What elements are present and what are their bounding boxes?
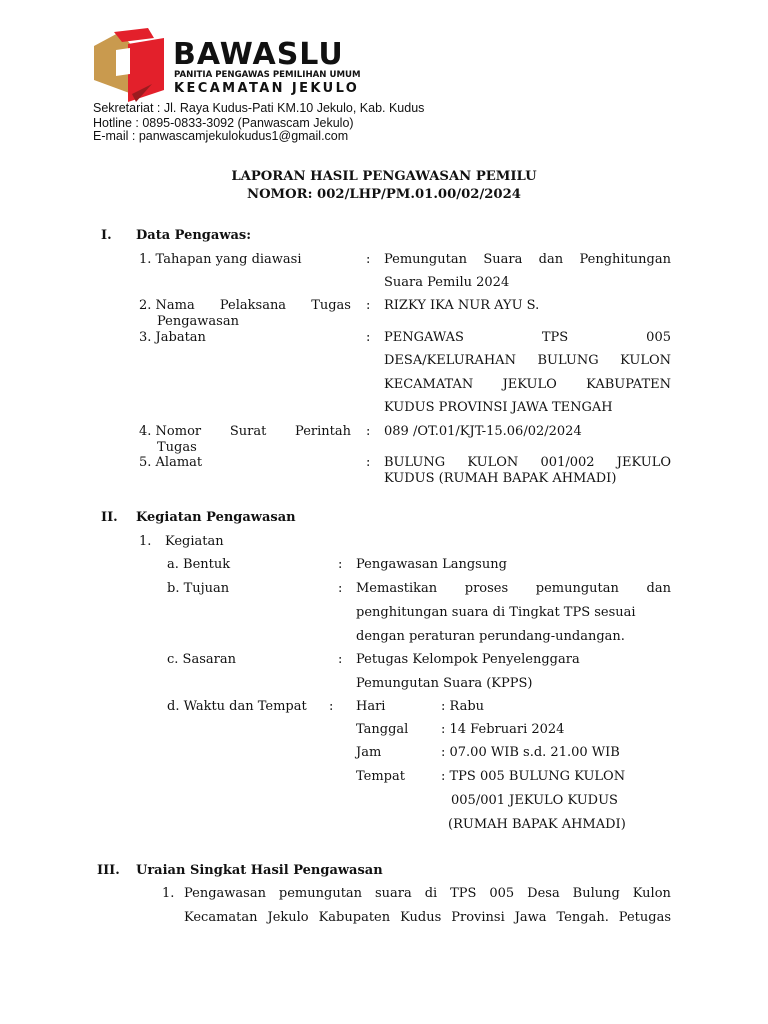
value-word: Memastikan (356, 581, 438, 596)
section-3-heading: Uraian Singkat Hasil Pengawasan (136, 863, 383, 878)
value-word: PENGAWAS (384, 330, 464, 345)
item-5-label: 5. Alamat (139, 455, 203, 470)
item-5-value-line: KUDUS (RUMAH BAPAK AHMADI) (384, 471, 617, 486)
item-3-colon: : (366, 330, 371, 345)
activity-c-colon: : (338, 652, 343, 667)
item-5-value-line (384, 456, 671, 469)
summary-line (184, 911, 671, 924)
item-5-colon: : (366, 455, 371, 470)
summary-word: Kudus (400, 910, 442, 925)
value-word: dan (646, 581, 671, 596)
summary-word: Pengawasan (184, 886, 266, 901)
activity-b-label: b. Tujuan (167, 581, 230, 596)
report-title: LAPORAN HASIL PENGAWASAN PEMILU (231, 169, 537, 184)
schedule-place-cont: (RUMAH BAPAK AHMADI) (448, 817, 626, 832)
hotline-line: Hotline : 0895-0833-3092 (Panwascam Jekulo) (93, 116, 354, 130)
email-line: E-mail : panwascamjekulokudus1@gmail.com (93, 129, 349, 143)
label-word: Perintah (295, 424, 351, 439)
value-word: TPS (541, 330, 569, 345)
item-1-label: 1. Tahapan yang diawasi (139, 252, 302, 267)
summary-word: pemungutan (278, 886, 363, 901)
bawaslu-logo (92, 28, 168, 106)
label-word: Tugas (311, 298, 351, 313)
section-2-number: II. (101, 510, 118, 525)
value-word: BULUNG (537, 353, 599, 368)
item-3-value-line: KUDUS PROVINSI JAWA TENGAH (384, 400, 613, 415)
item-2-value: RIZKY IKA NUR AYU S. (384, 298, 540, 313)
activity-d-label: d. Waktu dan Tempat (167, 699, 307, 714)
value-word: pemungutan (535, 581, 619, 596)
value-word: DESA/KELURAHAN (384, 353, 516, 368)
label-word: Surat (229, 424, 267, 439)
activity-c-label: c. Sasaran (167, 652, 236, 667)
item-3-label: 3. Jabatan (139, 330, 206, 345)
summary-word: TPS (450, 886, 477, 901)
value-word: 001/002 (540, 455, 595, 470)
value-word: JEKULO (616, 455, 671, 470)
schedule-time-key: Jam (356, 745, 382, 760)
schedule-place-value: : TPS 005 BULUNG KULON (441, 769, 626, 784)
summary-word: Kulon (632, 886, 671, 901)
value-word: JEKULO (502, 377, 557, 392)
item-1-value-line: Pemungutan Suara dan Penghitungan (384, 252, 671, 267)
summary-word: Jawa (514, 910, 547, 925)
schedule-day-value: : Rabu (441, 699, 485, 714)
summary-item-number: 1. (162, 886, 175, 901)
summary-word: Kecamatan (184, 910, 258, 925)
value-word: KABUPATEN (586, 377, 671, 392)
schedule-place-key: Tempat (356, 769, 405, 784)
summary-word: Petugas (618, 910, 671, 925)
summary-word: 005 (489, 886, 515, 901)
section-1-number: I. (101, 228, 112, 243)
activity-d-colon: : (329, 699, 334, 714)
summary-word: Jekulo (267, 910, 309, 925)
summary-word: Bulung (572, 886, 620, 901)
summary-word: Kabupaten (318, 910, 391, 925)
item-1-colon: : (366, 252, 371, 267)
item-4-label-cont: Tugas (157, 440, 197, 455)
item-2-label-cont: Pengawasan (157, 314, 239, 329)
activity-number: 1. (139, 534, 152, 549)
org-name: BAWASLU (173, 37, 344, 72)
activity-a-label: a. Bentuk (167, 557, 231, 572)
label-word: 2. Nama (139, 298, 195, 313)
schedule-time-value: : 07.00 WIB s.d. 21.00 WIB (441, 745, 620, 760)
item-3-value-line (384, 331, 671, 344)
summary-word: Tengah. (556, 910, 609, 925)
activity-b-value-line (356, 582, 671, 595)
section-3-number: III. (97, 863, 120, 878)
report-number: NOMOR: 002/LHP/PM.01.00/02/2024 (247, 187, 521, 202)
section-1-heading: Data Pengawas: (136, 228, 252, 243)
summary-word: Desa (527, 886, 560, 901)
activity-b-value-line: penghitungan suara di Tingkat TPS sesuai (356, 605, 636, 620)
item-1-value-line: Suara Pemilu 2024 (384, 275, 510, 290)
summary-word: di (424, 886, 438, 901)
activity-a-colon: : (338, 557, 343, 572)
activity-label: Kegiatan (165, 534, 224, 549)
schedule-date-value: : 14 Februari 2024 (441, 722, 565, 737)
item-2-colon: : (366, 298, 371, 313)
activity-a-value: Pengawasan Langsung (356, 557, 507, 572)
activity-c-value-line: Pemungutan Suara (KPPS) (356, 676, 533, 691)
org-subtitle: PANITIA PENGAWAS PEMILIHAN UMUM (174, 70, 361, 80)
label-word: Pelaksana (219, 298, 287, 313)
value-word: KULON (620, 353, 671, 368)
value-word: BULUNG (384, 455, 446, 470)
schedule-place-cont: 005/001 JEKULO KUDUS (451, 793, 618, 808)
summary-line (184, 887, 671, 900)
item-2-label (139, 299, 351, 312)
value-word: KULON (467, 455, 519, 470)
item-4-label (139, 425, 351, 438)
item-4-colon: : (366, 424, 371, 439)
activity-c-value-line: Petugas Kelompok Penyelenggara (356, 652, 580, 667)
value-word: proses (464, 581, 509, 596)
item-4-value: 089 /OT.01/KJT-15.06/02/2024 (384, 424, 582, 439)
label-word: 4. Nomor (139, 424, 202, 439)
activity-b-value-line: dengan peraturan perundang-undangan. (356, 629, 625, 644)
summary-word: Provinsi (451, 910, 505, 925)
item-3-value-line (384, 378, 671, 391)
summary-word: suara (375, 886, 412, 901)
activity-b-colon: : (338, 581, 343, 596)
org-unit: KECAMATAN JEKULO (174, 81, 360, 96)
item-3-value-line (384, 354, 671, 367)
value-word: KECAMATAN (384, 377, 474, 392)
schedule-day-key: Hari (356, 699, 386, 714)
section-2-heading: Kegiatan Pengawasan (136, 510, 296, 525)
value-word: 005 (646, 330, 671, 345)
schedule-date-key: Tanggal (356, 722, 409, 737)
address-line: Sekretariat : Jl. Raya Kudus-Pati KM.10 Jekulo, Kab. Kudus (93, 101, 425, 115)
